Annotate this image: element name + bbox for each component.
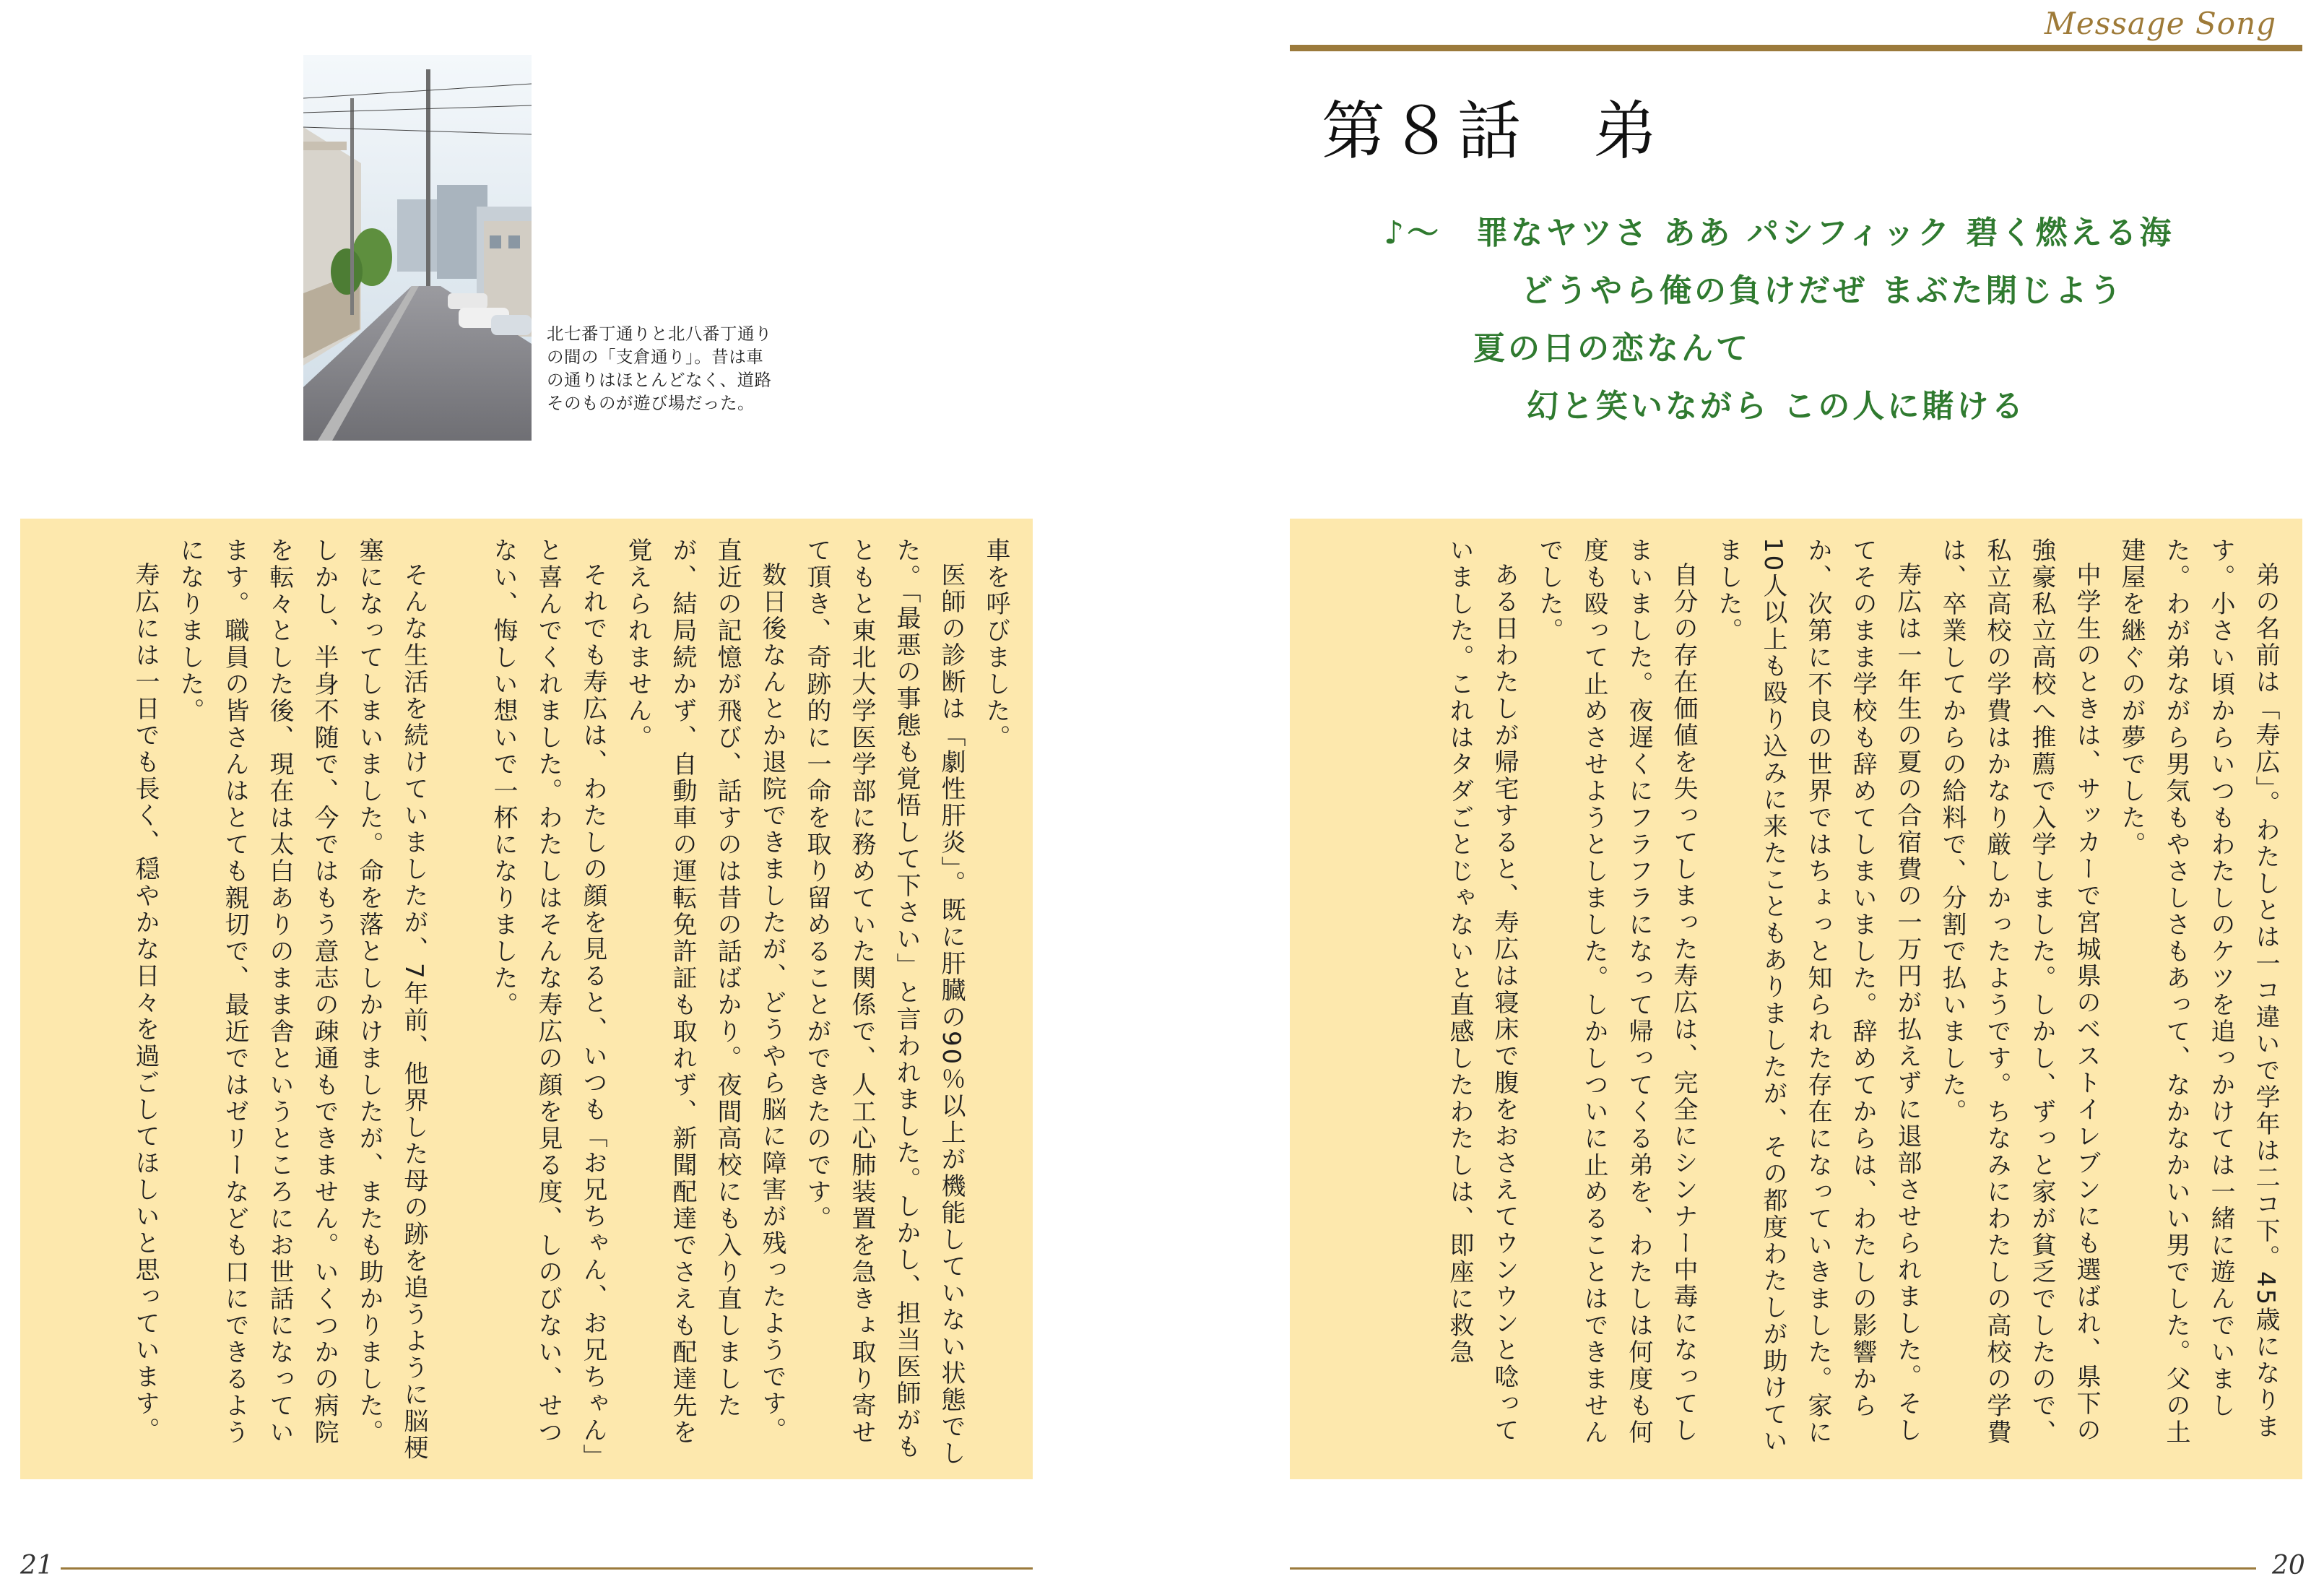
paragraph: 中学生のときは、サッカーで宮城県のベストイレブンにも選ばれ、県下の強豪私立高校へ推薦で入学しました。しかし、ずっと家が貧乏でしたので、私立高校の学費はかなり厳しかったようです。ちなみにわたしの高校の学費は、卒業してからの給料で、分割で払いました。 bbox=[1938, 537, 2101, 1446]
page-number-right: 20 bbox=[2272, 1551, 2305, 1580]
caption-line: そのものが遊び場だった。 bbox=[547, 393, 755, 413]
paragraph: それでも寿広は、わたしの顔を見ると、いつも「お兄ちゃん、お兄ちゃん」と喜んでくれました。わたしはそんな寿広の顔を見る度、しのびない、せつない、悔しい想いで一杯になりました。 bbox=[489, 537, 607, 1458]
street-photo-image bbox=[303, 55, 532, 441]
street-photo bbox=[303, 55, 532, 441]
left-page-text-box bbox=[20, 519, 1033, 1479]
paragraph: 医師の診断は「劇性肝炎」。既に肝臓の90％以上が機能していない状態でした。「最悪の事態も覚悟して下さい」と言われました。しかし、担当医師がもともと東北大学医学部に務めていた関係で、人工心肺装置を急きょ取り寄せて頂き、奇跡的に一命を取り留めることができたのです。 bbox=[802, 537, 966, 1468]
blank-line bbox=[436, 537, 481, 1469]
left-page-body bbox=[123, 537, 1018, 1469]
paragraph: 数日後なんとか退院できましたが、どうやら脳に障害が残ったようです。直近の記憶が飛び、話すのは昔の話ばかり。夜間高校にも入り直しましたが、結局続かず、自動車の運転免許証も取れず、新聞配達でさえも配達先を覚えられません。 bbox=[623, 537, 786, 1446]
paragraph: 寿広には一日でも長く、穏やかな日々を過ごしてほしいと思っています。 bbox=[131, 562, 160, 1444]
lyric-line: 夏の日の恋なんて bbox=[1473, 330, 1751, 367]
header-rule bbox=[1290, 45, 2302, 51]
right-page-body bbox=[1437, 537, 2288, 1469]
photo-caption bbox=[547, 322, 850, 415]
chapter-title: 第８話 弟 bbox=[1322, 94, 1662, 168]
paragraph: 車を呼びました。 bbox=[981, 537, 1010, 751]
footer-rule-left bbox=[61, 1567, 1033, 1570]
paragraph: ある日わたしが帰宅すると、寿広は寝床で腹をおさえてウンウンと唸っていました。これはタダごとじゃないと直感したわたしは、即座に救急 bbox=[1445, 537, 1519, 1444]
lyric-line: どうやら俺の負けだぜ まぶた閉じよう bbox=[1521, 272, 2125, 309]
paragraph: 弟の名前は「寿広」。わたしとは一コ違いで学年は二コ下。45歳になります。小さい頃からいつもわたしのケツを追っかけては一緒に遊んでいました。わが弟ながら男気もやさしさもあって、なかなかいい男でした。父の土建屋を継ぐのが夢でした。 bbox=[2117, 537, 2280, 1446]
footer-rule-right bbox=[1290, 1567, 2256, 1570]
page-number-left: 21 bbox=[20, 1551, 53, 1580]
lyric-line: 幻と笑いながら この人に賭ける bbox=[1527, 388, 2026, 425]
caption-line: 北七番丁通りと北八番丁通り bbox=[547, 324, 772, 344]
paragraph: 自分の存在価値を失ってしまった寿広は、完全にシンナー中毒になってしまいました。夜遅くにフラフラになって帰ってくる弟を、わたしは何度も何度も殴って止めさせようとしました。しかしついに止めることはできませんでした。 bbox=[1535, 537, 1698, 1446]
series-title: Message Song bbox=[2044, 6, 2276, 41]
caption-line: の間の「支倉通り」。昔は車 bbox=[547, 347, 764, 367]
right-page-text-box bbox=[1290, 519, 2302, 1479]
paragraph: そんな生活を続けていましたが、7年前、他界した母の跡を追うように脳梗塞になってしまいました。命を落としかけましたが、またも助かりました。しかし、半身不随で、今ではもう意志の疎通もできません。いくつかの病院を転々とした後、現在は太白ありのまま舎というところにお世話になっています。職員の皆さんはとても親切で、最近ではゼリーなども口にできるようになりました。 bbox=[175, 537, 428, 1462]
caption-line: の通りはほとんどなく、道路 bbox=[547, 370, 772, 390]
lyric-line: ♪～ 罪なヤツさ ああ パシフィック 碧く燃える海 bbox=[1384, 215, 2175, 251]
paragraph: 寿広は一年生の夏の合宿費の一万円が払えずに退部させられました。そしてそのまま学校も辞めてしまいました。辞めてからは、わたしの影響からか、次第に不良の世界ではちょっと知られた存在になっていきました。家に10人以上も殴り込みに来たこともありましたが、その都度わたしが助けていました。 bbox=[1714, 537, 1922, 1455]
